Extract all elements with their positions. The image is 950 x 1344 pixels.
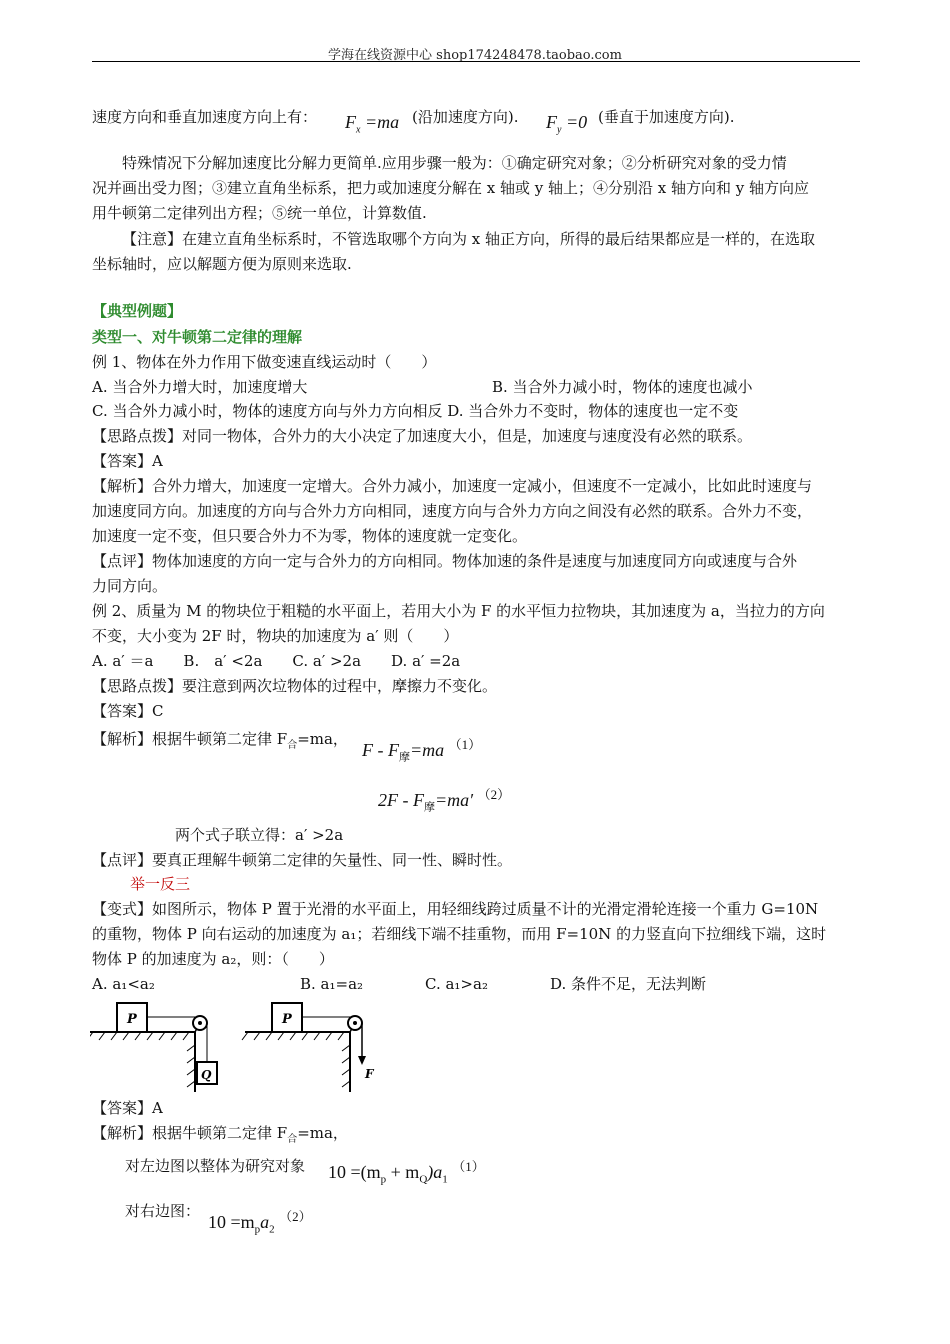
ex1-comment: 力同方向。 (92, 577, 168, 595)
para1-line: 用牛顿第二定律列出方程；⑤统一单位，计算数值. (92, 204, 427, 222)
ex1-option-b: B. 当合外力减小时，物体的速度也减小 (492, 378, 753, 396)
variant-option-d: D. 条件不足，无法判断 (550, 975, 707, 993)
variant-analysis-lead: 【解析】根据牛顿第二定律 $F_合=ma$， (92, 1124, 348, 1145)
page-header: 学海在线资源中心 shop174248478.taobao.com (328, 48, 622, 63)
intro-note-2: (垂直于加速度方向). (598, 108, 735, 126)
ex1-analysis: 【解析】合外力增大，加速度一定增大。合外力减小，加速度一定减小，但速度不一定减小，比如此时速度与 (92, 477, 813, 495)
header-rule (92, 61, 860, 62)
ex1-analysis: 加速度同方向。加速度的方向与合外力方向相同，速度方向与合外力方向之间没有必然的联系。合外力不变， (92, 502, 813, 520)
variant-title: 举一反三 (130, 875, 191, 893)
label-f: F (365, 1067, 374, 1081)
note-line: 【注意】在建立直角坐标系时，不管选取哪个方向为 x 轴正方向，所得的最后结果都应是一样的，在选取 (122, 230, 816, 248)
ex2-equation-1: $F - F_摩=ma$ $^{(1)}$ (362, 737, 482, 764)
label-p: P (282, 1012, 292, 1027)
section-title: 【典型例题】 (92, 302, 183, 320)
ex2-hint: 【思路点拨】要注意到两次垃物体的过程中，摩擦力不变化。 (92, 677, 498, 695)
ex1-hint: 【思路点拨】对同一物体，合外力的大小决定了加速度大小，但是，加速度与速度没有必然的联系。 (92, 427, 753, 445)
ex2-options: A. a′ ＝a B. a′ <2a C. a′ >2a D. a′ =2a (92, 652, 461, 670)
ex2-question: 不变，大小变为 2F 时，物块的加速度为 a′ 则（ ） (92, 627, 459, 645)
left-pulley-figure (90, 1003, 217, 1092)
ex1-answer: 【答案】A (92, 452, 163, 470)
ex1-question: 例 1、物体在外力作用下做变速直线运动时（ ） (92, 353, 437, 371)
ex2-analysis-lead: 【解析】根据牛顿第二定律 $F_合=ma$， (92, 730, 348, 751)
equation-fx: $F_x =ma$ (345, 112, 400, 136)
ex2-comment: 【点评】要真正理解牛顿第二定律的矢量性、同一性、瞬时性。 (92, 851, 513, 869)
intro-lead: 速度方向和垂直加速度方向上有： (92, 108, 318, 126)
ex2-combine: 两个式子联立得：a′ >2a (175, 826, 344, 844)
ex2-question: 例 2、质量为 M 的物块位于粗糙的水平面上，若用大小为 F 的水平恒力拉物块，其加速度为 a，当拉力的方向 (92, 602, 825, 620)
variant-option-b: B. a₁=a₂ (300, 975, 364, 993)
pulley-diagrams (90, 1000, 390, 1095)
intro-line (92, 106, 317, 128)
para1-line: 特殊情况下分解加速度比分解力更简单.应用步骤一般为：①确定研究对象；②分析研究对象的受力情 (122, 154, 787, 172)
type1-title: 类型一、对牛顿第二定律的理解 (92, 328, 303, 346)
equation-fy: $F_y =0$ (546, 112, 588, 136)
label-q: Q (201, 1068, 212, 1082)
ex1-comment: 【点评】物体加速度的方向一定与合外力的方向相同。物体加速的条件是速度与加速度同方向或速度与合外 (92, 552, 798, 570)
right-figure-lead: 对右边图： (125, 1202, 201, 1220)
left-figure-lead: 对左边图以整体为研究对象 (125, 1157, 306, 1175)
variant-option-c: C. a₁>a₂ (425, 975, 488, 993)
ex1-analysis: 加速度一定不变，但只要合外力不为零，物体的速度就一定变化。 (92, 527, 528, 545)
ex1-option-cd: C. 当合外力减小时，物体的速度方向与外力方向相反 D. 当合外力不变时，物体的速度也一定不变 (92, 402, 739, 420)
right-pulley-figure (242, 1003, 375, 1092)
left-equation: $10 =(m_p + m_Q)a_1$ $^{(1)}$ (328, 1159, 485, 1186)
ex1-option-a: A. 当合外力增大时，加速度增大 (92, 378, 308, 396)
ex2-equation-2: $2F - F_摩=ma'$ $^{(2)}$ (378, 787, 511, 814)
intro-note-1: (沿加速度方向). (412, 108, 519, 126)
para1-line: 况并画出受力图；③建立直角坐标系，把力或加速度分解在 x 轴或 y 轴上；④分别沿 x 轴方向和 y 轴方向应 (92, 179, 810, 197)
variant-answer: 【答案】A (92, 1099, 163, 1117)
variant-question: 【变式】如图所示，物体 P 置于光滑的水平面上，用轻细线跨过质量不计的光滑定滑轮连接一个重力 G=10N (92, 900, 819, 918)
variant-option-a: A. a₁<a₂ (92, 975, 155, 993)
variant-question: 物体 P 的加速度为 a₂，则：（ ） (92, 950, 334, 968)
variant-question: 的重物，物体 P 向右运动的加速度为 a₁；若细线下端不挂重物，而用 F=10N 的力竖直向下拉细线下端，这时 (92, 925, 827, 943)
note-line: 坐标轴时，应以解题方便为原则来选取. (92, 255, 352, 273)
ex2-answer: 【答案】C (92, 702, 164, 720)
right-equation: $10 =m_pa_2$ $^{(2)}$ (208, 1209, 312, 1236)
label-p: P (127, 1012, 137, 1027)
